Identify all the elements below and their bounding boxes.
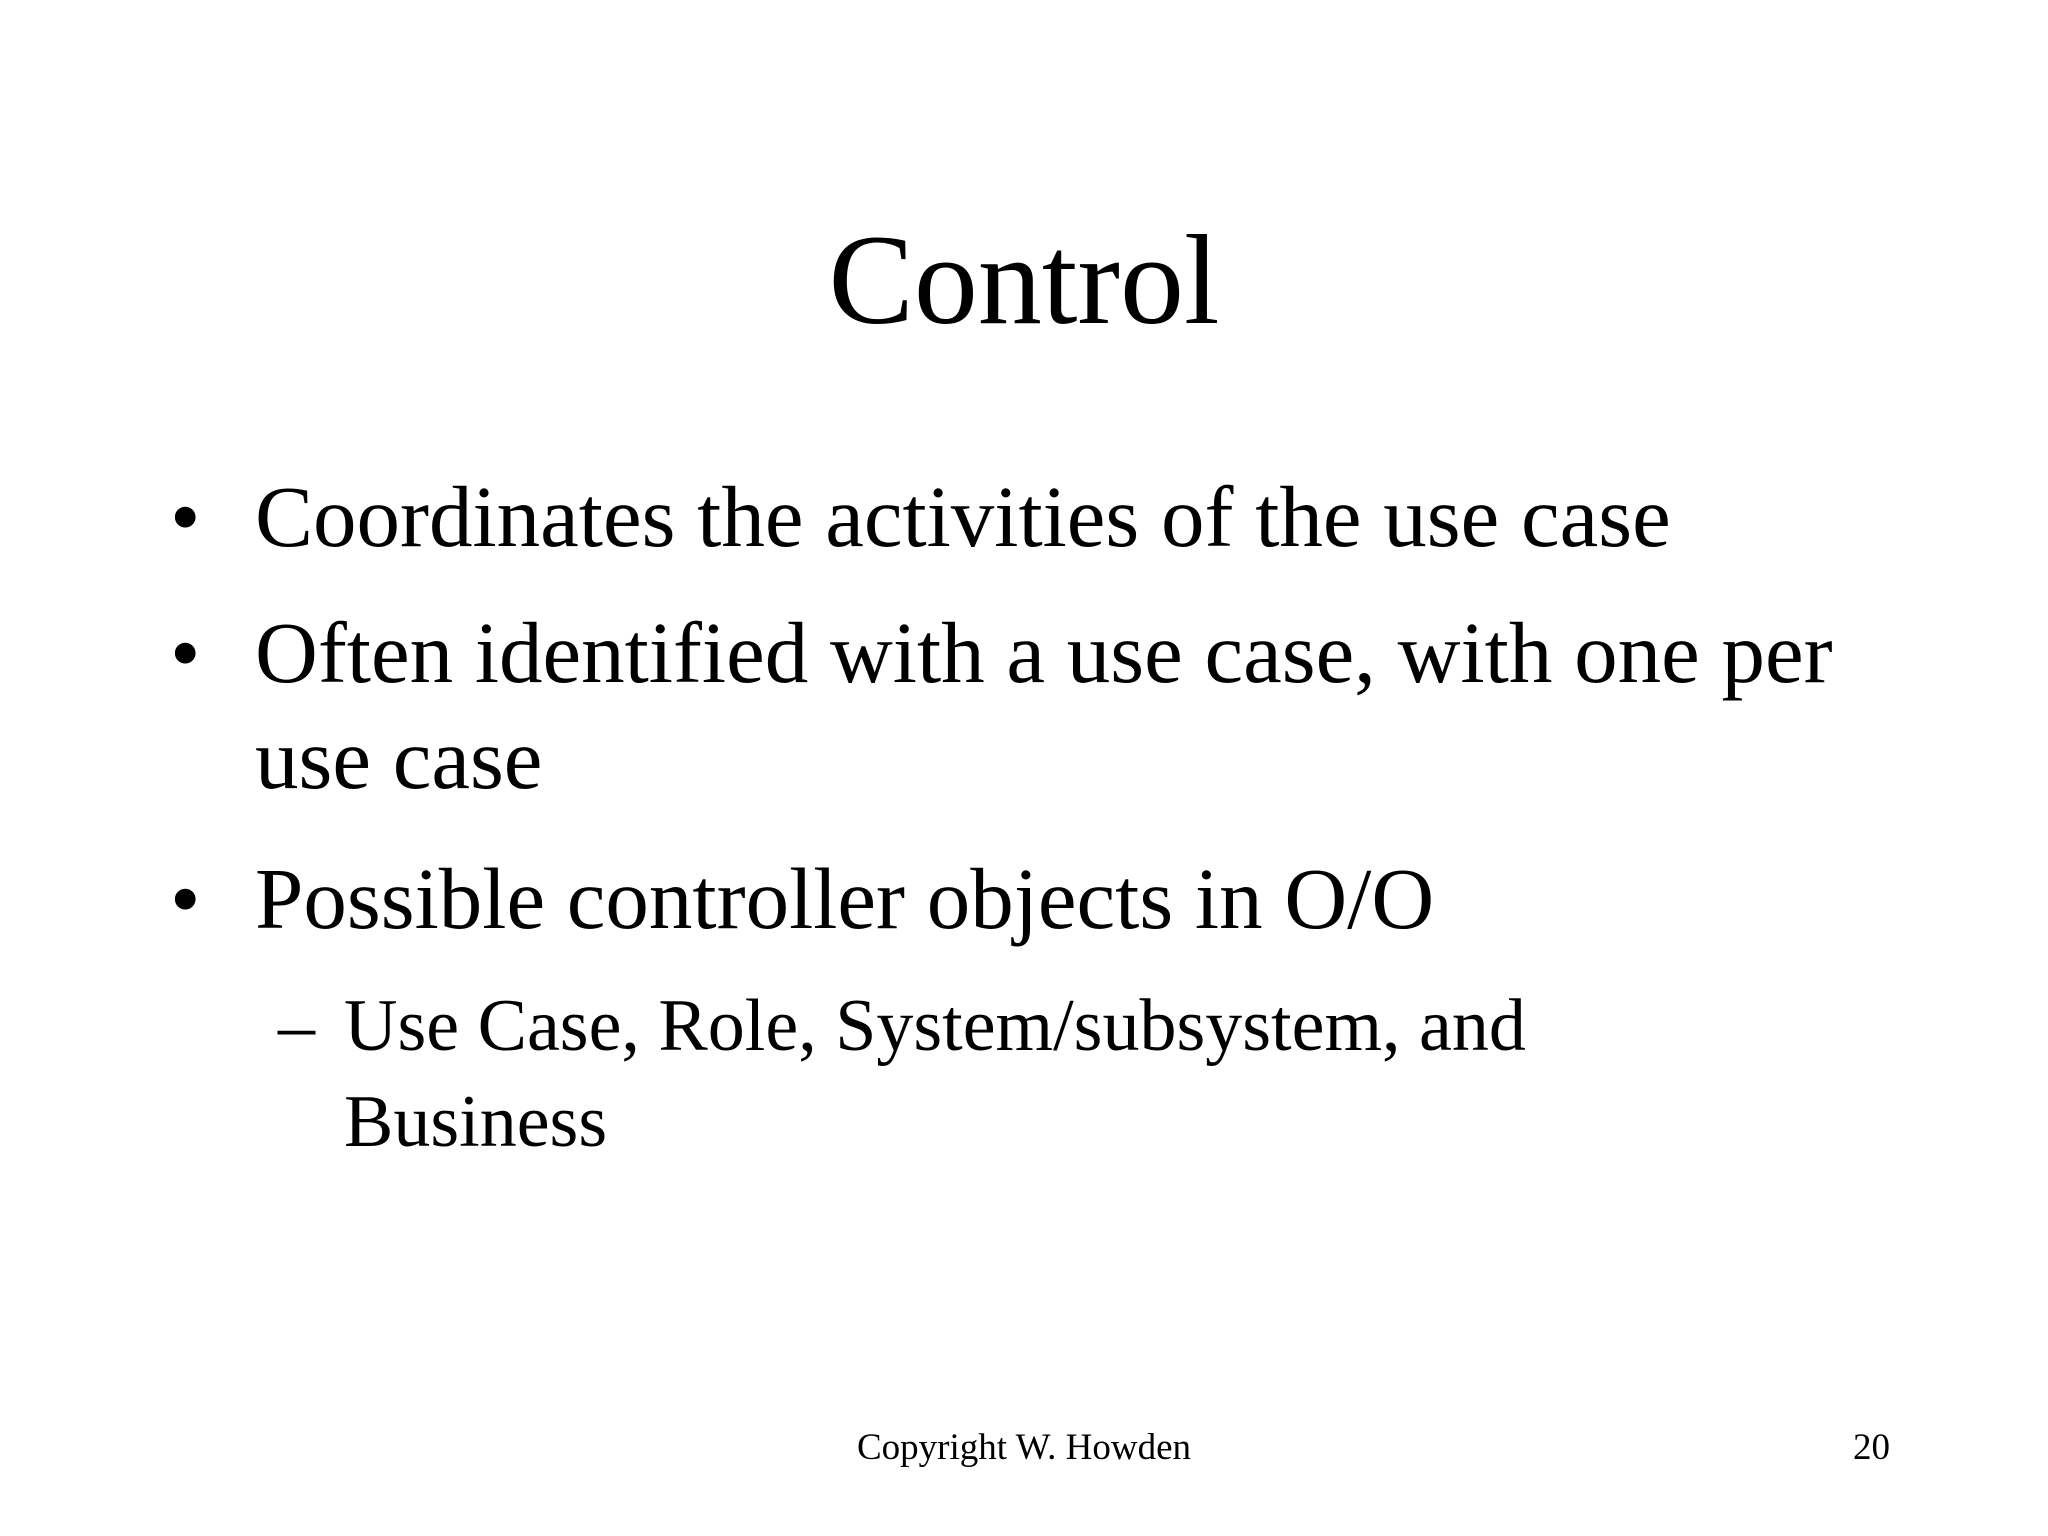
bullet-marker: •: [170, 850, 201, 947]
slide-title: Control: [828, 209, 1220, 351]
bullet-marker: •: [170, 468, 201, 565]
bullet-text: Possible controller objects in O/O: [255, 850, 1435, 947]
sub-bullet-marker: –: [278, 985, 315, 1067]
bullet-item: [170, 600, 1920, 812]
sub-bullet-text: Use Case, Role, System/subsystem, and Business: [344, 985, 1526, 1163]
footer-copyright: Copyright W. Howden: [856, 1427, 1192, 1468]
bullet-text: Coordinates the activities of the use case: [255, 468, 1671, 565]
bullet-item: [170, 464, 1920, 570]
sub-bullet-item: [278, 978, 1778, 1170]
bullet-marker: •: [170, 604, 201, 701]
bullet-text: Often identified with a use case, with one per use case: [255, 604, 1833, 807]
bullet-item: [170, 846, 1920, 952]
page-number: 20: [1853, 1427, 1890, 1468]
